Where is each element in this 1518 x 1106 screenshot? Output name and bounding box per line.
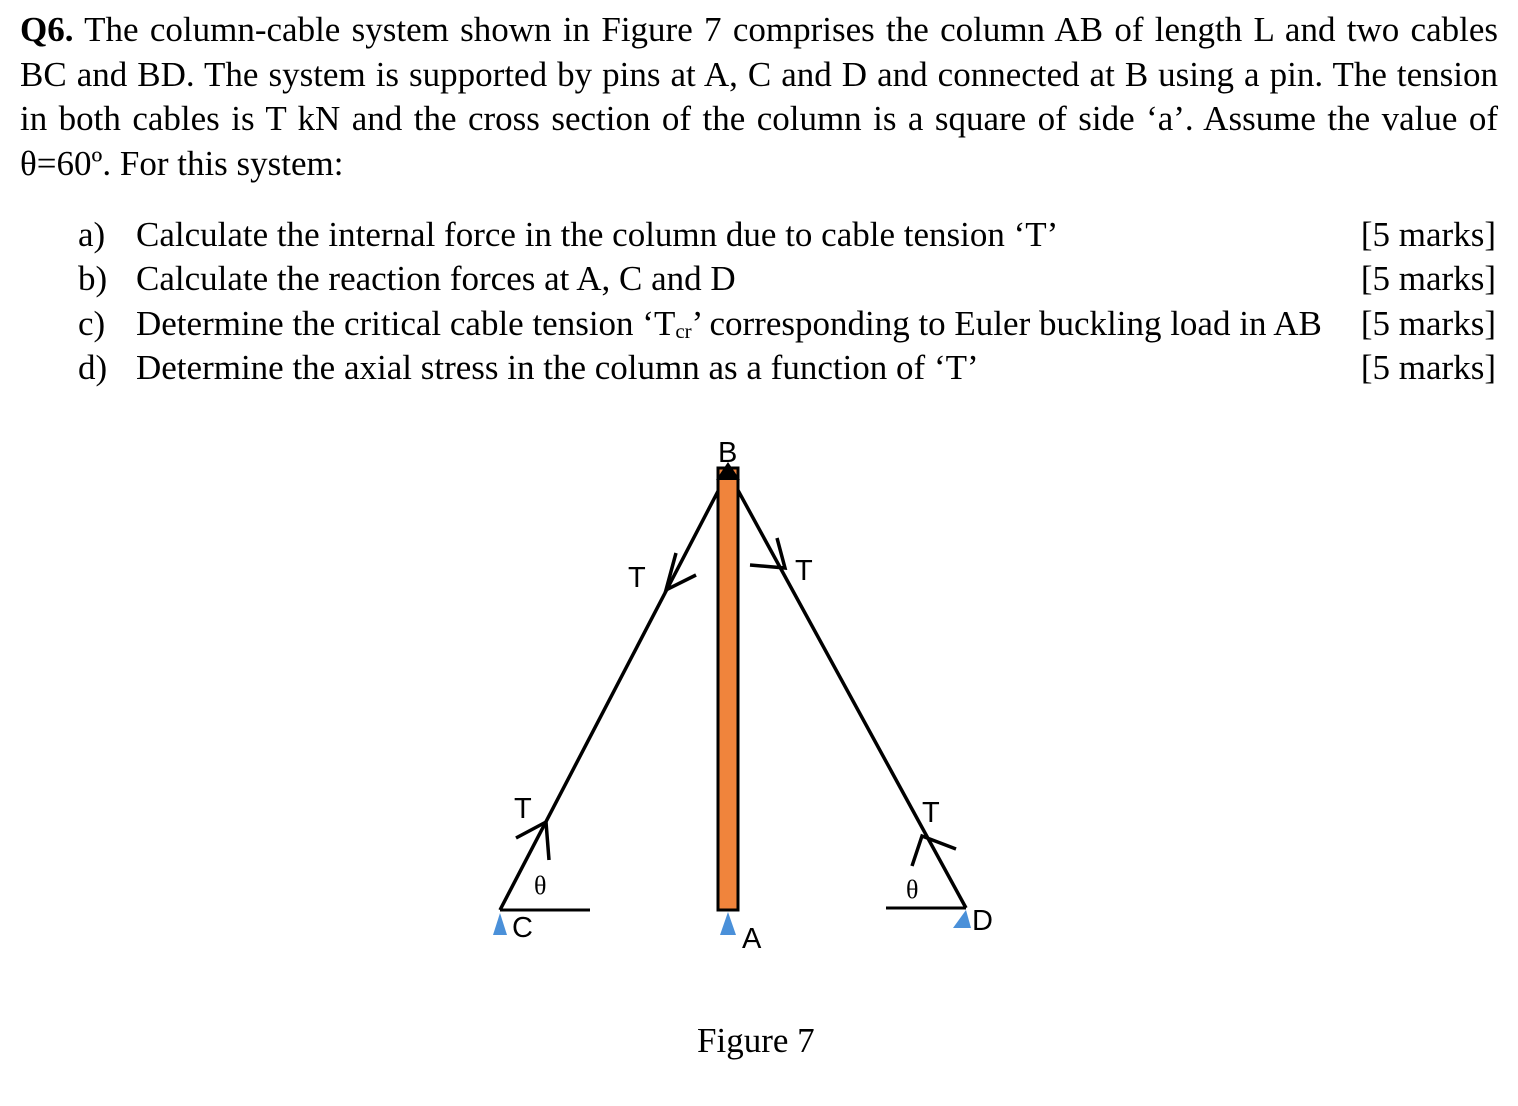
part-text: Determine the axial stress in the column as a function of ‘T’ (136, 347, 979, 387)
label-c: C (512, 912, 533, 944)
question-number: Q6. (20, 10, 74, 49)
part-marks: [5 marks] (1360, 259, 1496, 299)
cable-bc (500, 472, 728, 910)
theta-label-left: θ (534, 871, 547, 900)
label-d: D (972, 905, 993, 937)
part-text: Calculate the reaction forces at A, C and D (136, 259, 736, 299)
part-text: Calculate the internal force in the column due to cable tension ‘T’ (136, 215, 1059, 254)
tension-label-top-right: T (795, 555, 813, 587)
label-a: A (742, 923, 762, 955)
theta-label-right: θ (906, 875, 919, 904)
question-text: The column-cable system shown in Figure 7 comprises the column AB of length L and two cables BC and BD. The system is supported by pins at A, C and D and connected at B using a pin. The tension in both cables is T kN and the cross section of the column is a square of side ‘a’. Assume the value of θ=60º. For this system: (20, 10, 1498, 183)
pin-support-c (493, 913, 507, 935)
figure-caption: Figure 7 (697, 1021, 815, 1060)
tension-label-bottom-left: T (514, 793, 532, 825)
label-b: B (718, 437, 738, 469)
part-label: a) (78, 215, 106, 254)
column-ab (718, 468, 738, 910)
part-label: d) (78, 347, 108, 387)
part-marks: [5 marks] (1360, 347, 1496, 387)
part-text-subscript: cr (675, 318, 692, 343)
part-label: c) (78, 303, 106, 343)
cable-bd (728, 472, 966, 908)
part-text-after: ’ corresponding to Euler buckling load in AB (691, 303, 1322, 343)
pin-support-a (720, 912, 736, 935)
part-marks: [5 marks] (1360, 303, 1496, 343)
part-marks: [5 marks] (1360, 215, 1496, 254)
pin-support-d (953, 910, 971, 928)
tension-label-top-left: T (628, 562, 646, 594)
part-label: b) (78, 259, 108, 299)
tension-label-bottom-right: T (922, 797, 940, 829)
part-text-before: Determine the critical cable tension ‘T (136, 303, 676, 343)
